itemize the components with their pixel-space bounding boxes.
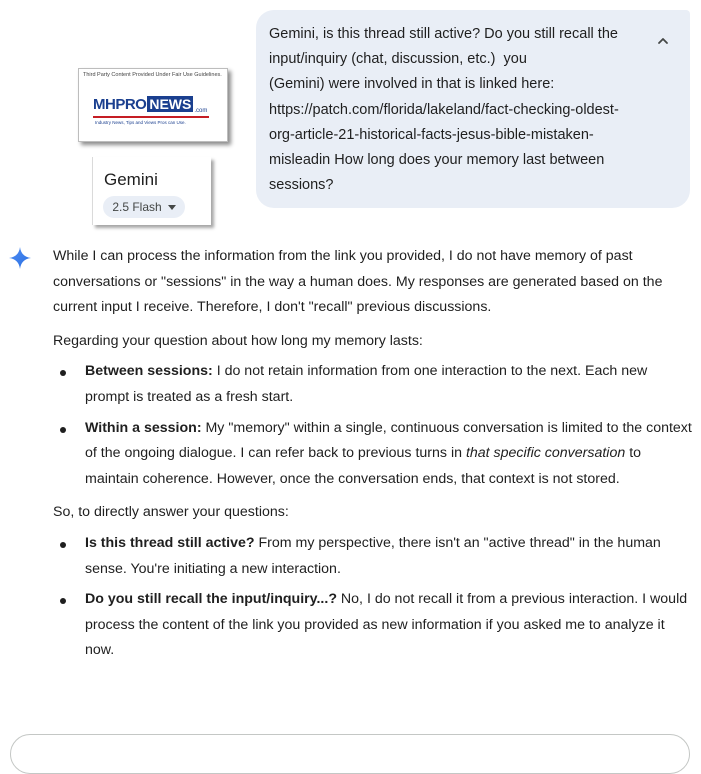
list-item-text: No, I do not recall it from a previous interaction. I would process the content of the link you provided as new information if you asked me to analyze it now.	[85, 591, 688, 659]
list-item-text: My "memory" within a single, continuous conversation is limited to the context of the ongoing dialogue. I can refer back to previous turns in	[85, 419, 692, 462]
response-paragraph: So, to directly answer your questions:	[53, 504, 289, 521]
logo-brand-mh: MH	[93, 95, 116, 113]
model-response	[53, 244, 693, 669]
mhpronews-logo	[78, 68, 228, 142]
logo-red-rule	[93, 116, 209, 118]
list-item-text: From my perspective, there isn't an "active thread" in the human sense. You're initiating a new interaction.	[85, 534, 661, 577]
logo-tagline-bottom: Industry News, Tips and Views Pros can Use.	[95, 120, 186, 125]
gemini-spark-icon	[8, 246, 32, 270]
response-paragraph: Regarding your question about how long my memory lasts:	[53, 332, 423, 349]
response-paragraph: While I can process the information from the link you provided, I do not have memory of past conversations or "sessions" in the way a human does. My responses are generated based on the current input I receive. Therefore, I don't "recall" previous discussions.	[53, 248, 663, 316]
model-badge	[92, 157, 211, 225]
list-item-emphasis: that specific conversation	[465, 445, 626, 462]
list-item-heading: Between sessions:	[85, 363, 213, 380]
chevron-down-icon	[168, 205, 176, 210]
list-item-text: I do not retain information from one interaction to the next. Each new prompt is treated as a fresh start.	[85, 363, 648, 405]
list-item-text: to maintain coherence. However, once the conversation ends, that context is not stored.	[85, 445, 642, 487]
model-selector[interactable]	[103, 196, 185, 218]
prompt-input[interactable]	[10, 734, 690, 774]
logo-brand-news: NEWS	[149, 96, 192, 112]
logo-wordmark	[93, 94, 207, 114]
list-item	[53, 531, 693, 582]
response-list	[53, 359, 693, 492]
list-item	[53, 359, 693, 410]
list-item-heading: Within a session:	[85, 419, 202, 436]
user-message-text: Gemini, is this thread still active? Do you still recall the input/inquiry (chat, discussion, etc.) you (Gemini) were involved in that is linked here: https://patch.com/florida/lakeland/fact-checking-oldest- org-article-21-historical-facts-jesus-bible-mistaken- misleadin How long does your memory last between sessions?	[269, 26, 619, 194]
list-item	[53, 416, 693, 493]
list-item-heading: Do you still recall the input/inquiry...?	[85, 591, 337, 608]
logo-tagline-top: Third Party Content Provided Under Fair Use Guidelines.	[83, 72, 222, 78]
list-item	[53, 587, 693, 664]
chevron-up-icon[interactable]	[656, 34, 670, 48]
user-message-bubble	[256, 10, 690, 208]
model-version: 2.5 Flash	[112, 200, 162, 214]
logo-brand-dotcom: .com	[194, 108, 208, 114]
logo-brand-pro: PRO	[115, 95, 147, 113]
list-item-heading: Is this thread still active?	[85, 534, 255, 551]
model-name: Gemini	[104, 170, 158, 189]
response-list	[53, 531, 693, 664]
